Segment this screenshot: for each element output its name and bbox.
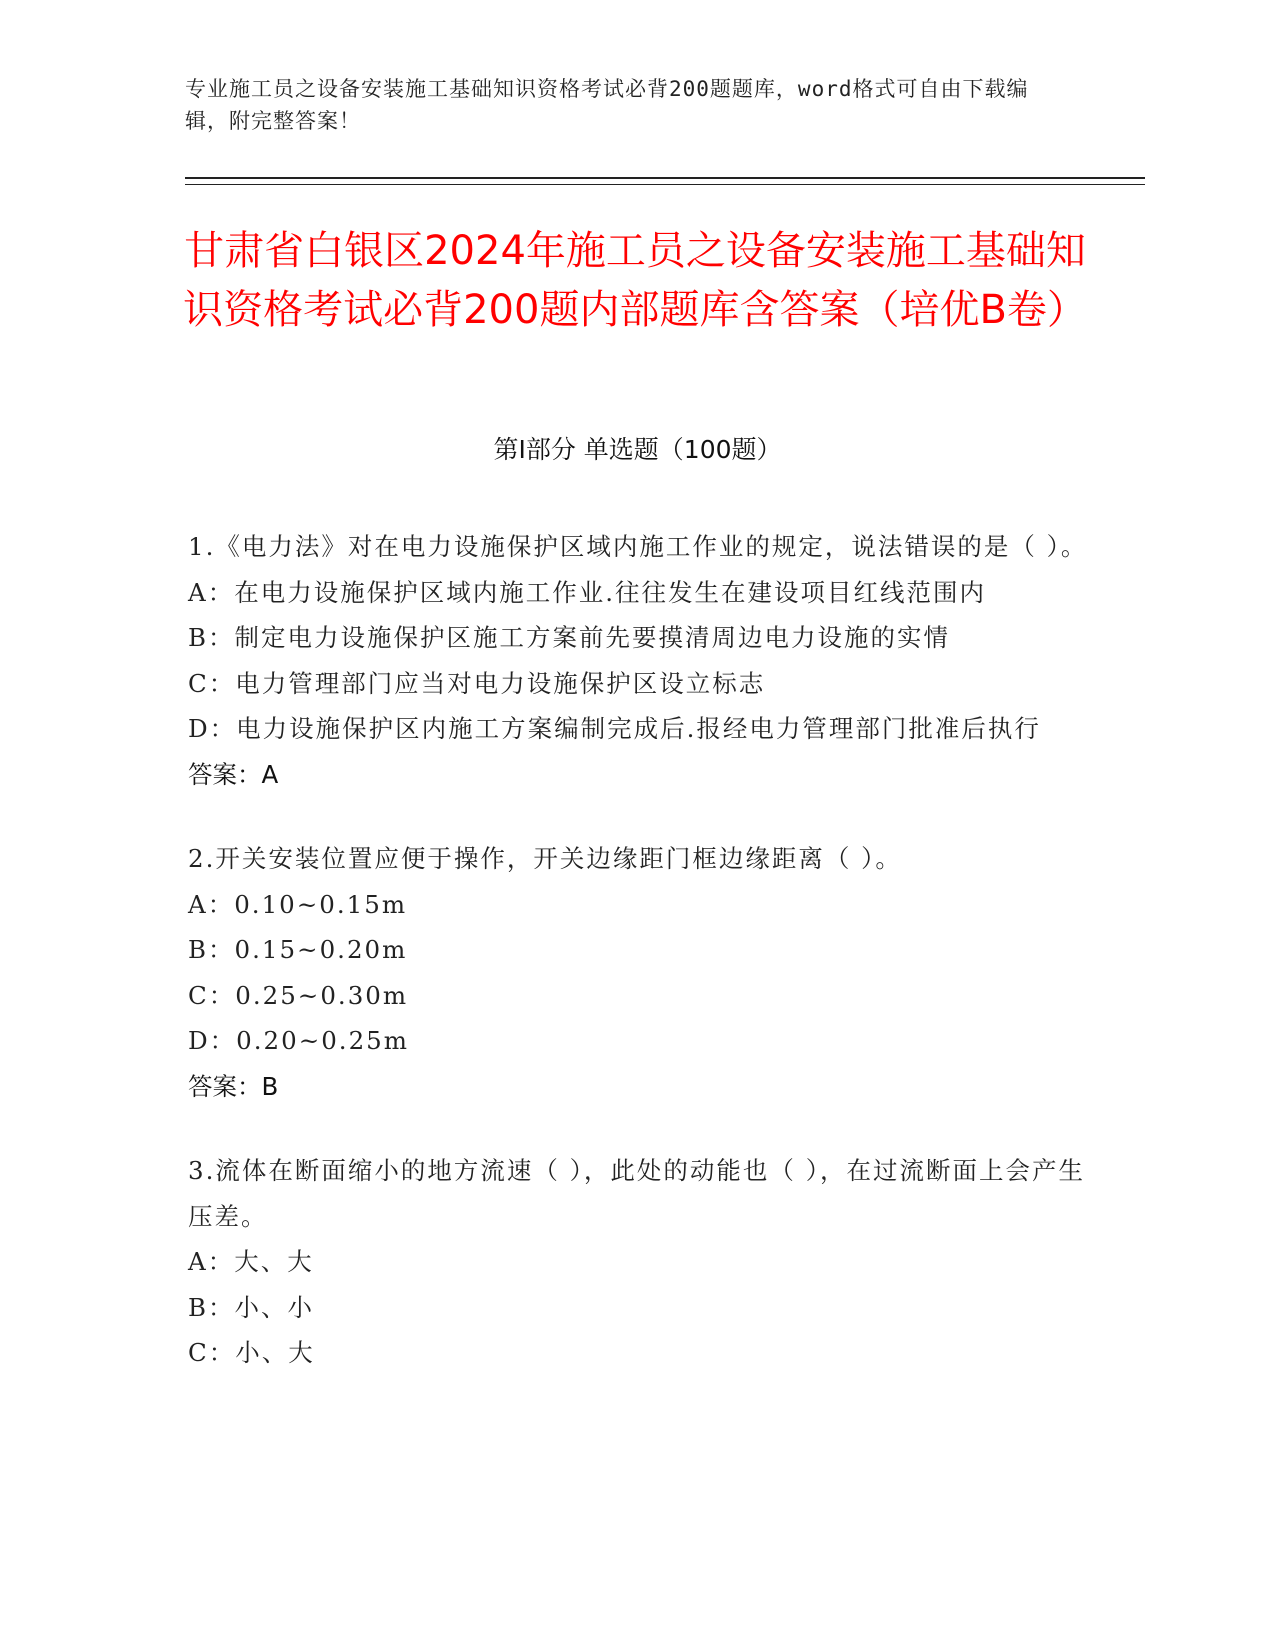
option-b: B：小、小 xyxy=(188,1292,315,1322)
question-stem: 3.流体在断面缩小的地方流速（ ），此处的动能也（ ），在过流断面上会产生压差。 xyxy=(188,1156,1085,1231)
option-d: D：0.20~0.25m xyxy=(188,1026,410,1055)
section-heading: 第I部分 单选题（100题） xyxy=(493,435,782,464)
document-title: 甘肃省白银区2024年施工员之设备安装施工基础知识资格考试必背200题内部题库含答案（培优B卷） xyxy=(183,228,1087,333)
header-divider-thin xyxy=(185,184,1145,185)
option-c: C：0.25~0.30m xyxy=(188,980,409,1010)
header-divider-thick xyxy=(185,177,1145,179)
option-c: C：小、大 xyxy=(188,1338,315,1367)
option-a: A：在电力设施保护区域内施工作业.往往发生在建设项目红线范围内 xyxy=(188,577,986,607)
question-3 xyxy=(188,1148,1088,1376)
question-1 xyxy=(188,524,1088,797)
option-a: A：大、大 xyxy=(188,1247,314,1276)
option-b: B：制定电力设施保护区施工方案前先要摸清周边电力设施的实情 xyxy=(188,623,951,652)
option-b: B：0.15~0.20m xyxy=(188,935,408,964)
question-stem: 1.《电力法》对在电力设施保护区域内施工作业的规定，说法错误的是（ ）。 xyxy=(188,532,1088,561)
question-stem: 2.开关安装位置应便于操作，开关边缘距门框边缘距离（ ）。 xyxy=(188,844,902,873)
option-d: D：电力设施保护区内施工方案编制完成后.报经电力管理部门批准后执行 xyxy=(188,714,1041,743)
question-2 xyxy=(188,836,1088,1109)
header-note: 专业施工员之设备安装施工基础知识资格考试必背200题题库，word格式可自由下载编辑，附完整答案！ xyxy=(185,77,1029,133)
option-a: A：0.10~0.15m xyxy=(188,889,408,919)
option-c: C：电力管理部门应当对电力设施保护区设立标志 xyxy=(188,668,766,698)
answer-line: 答案：A xyxy=(188,759,279,789)
question-list xyxy=(188,524,1088,1415)
answer-line: 答案：B xyxy=(188,1071,279,1101)
